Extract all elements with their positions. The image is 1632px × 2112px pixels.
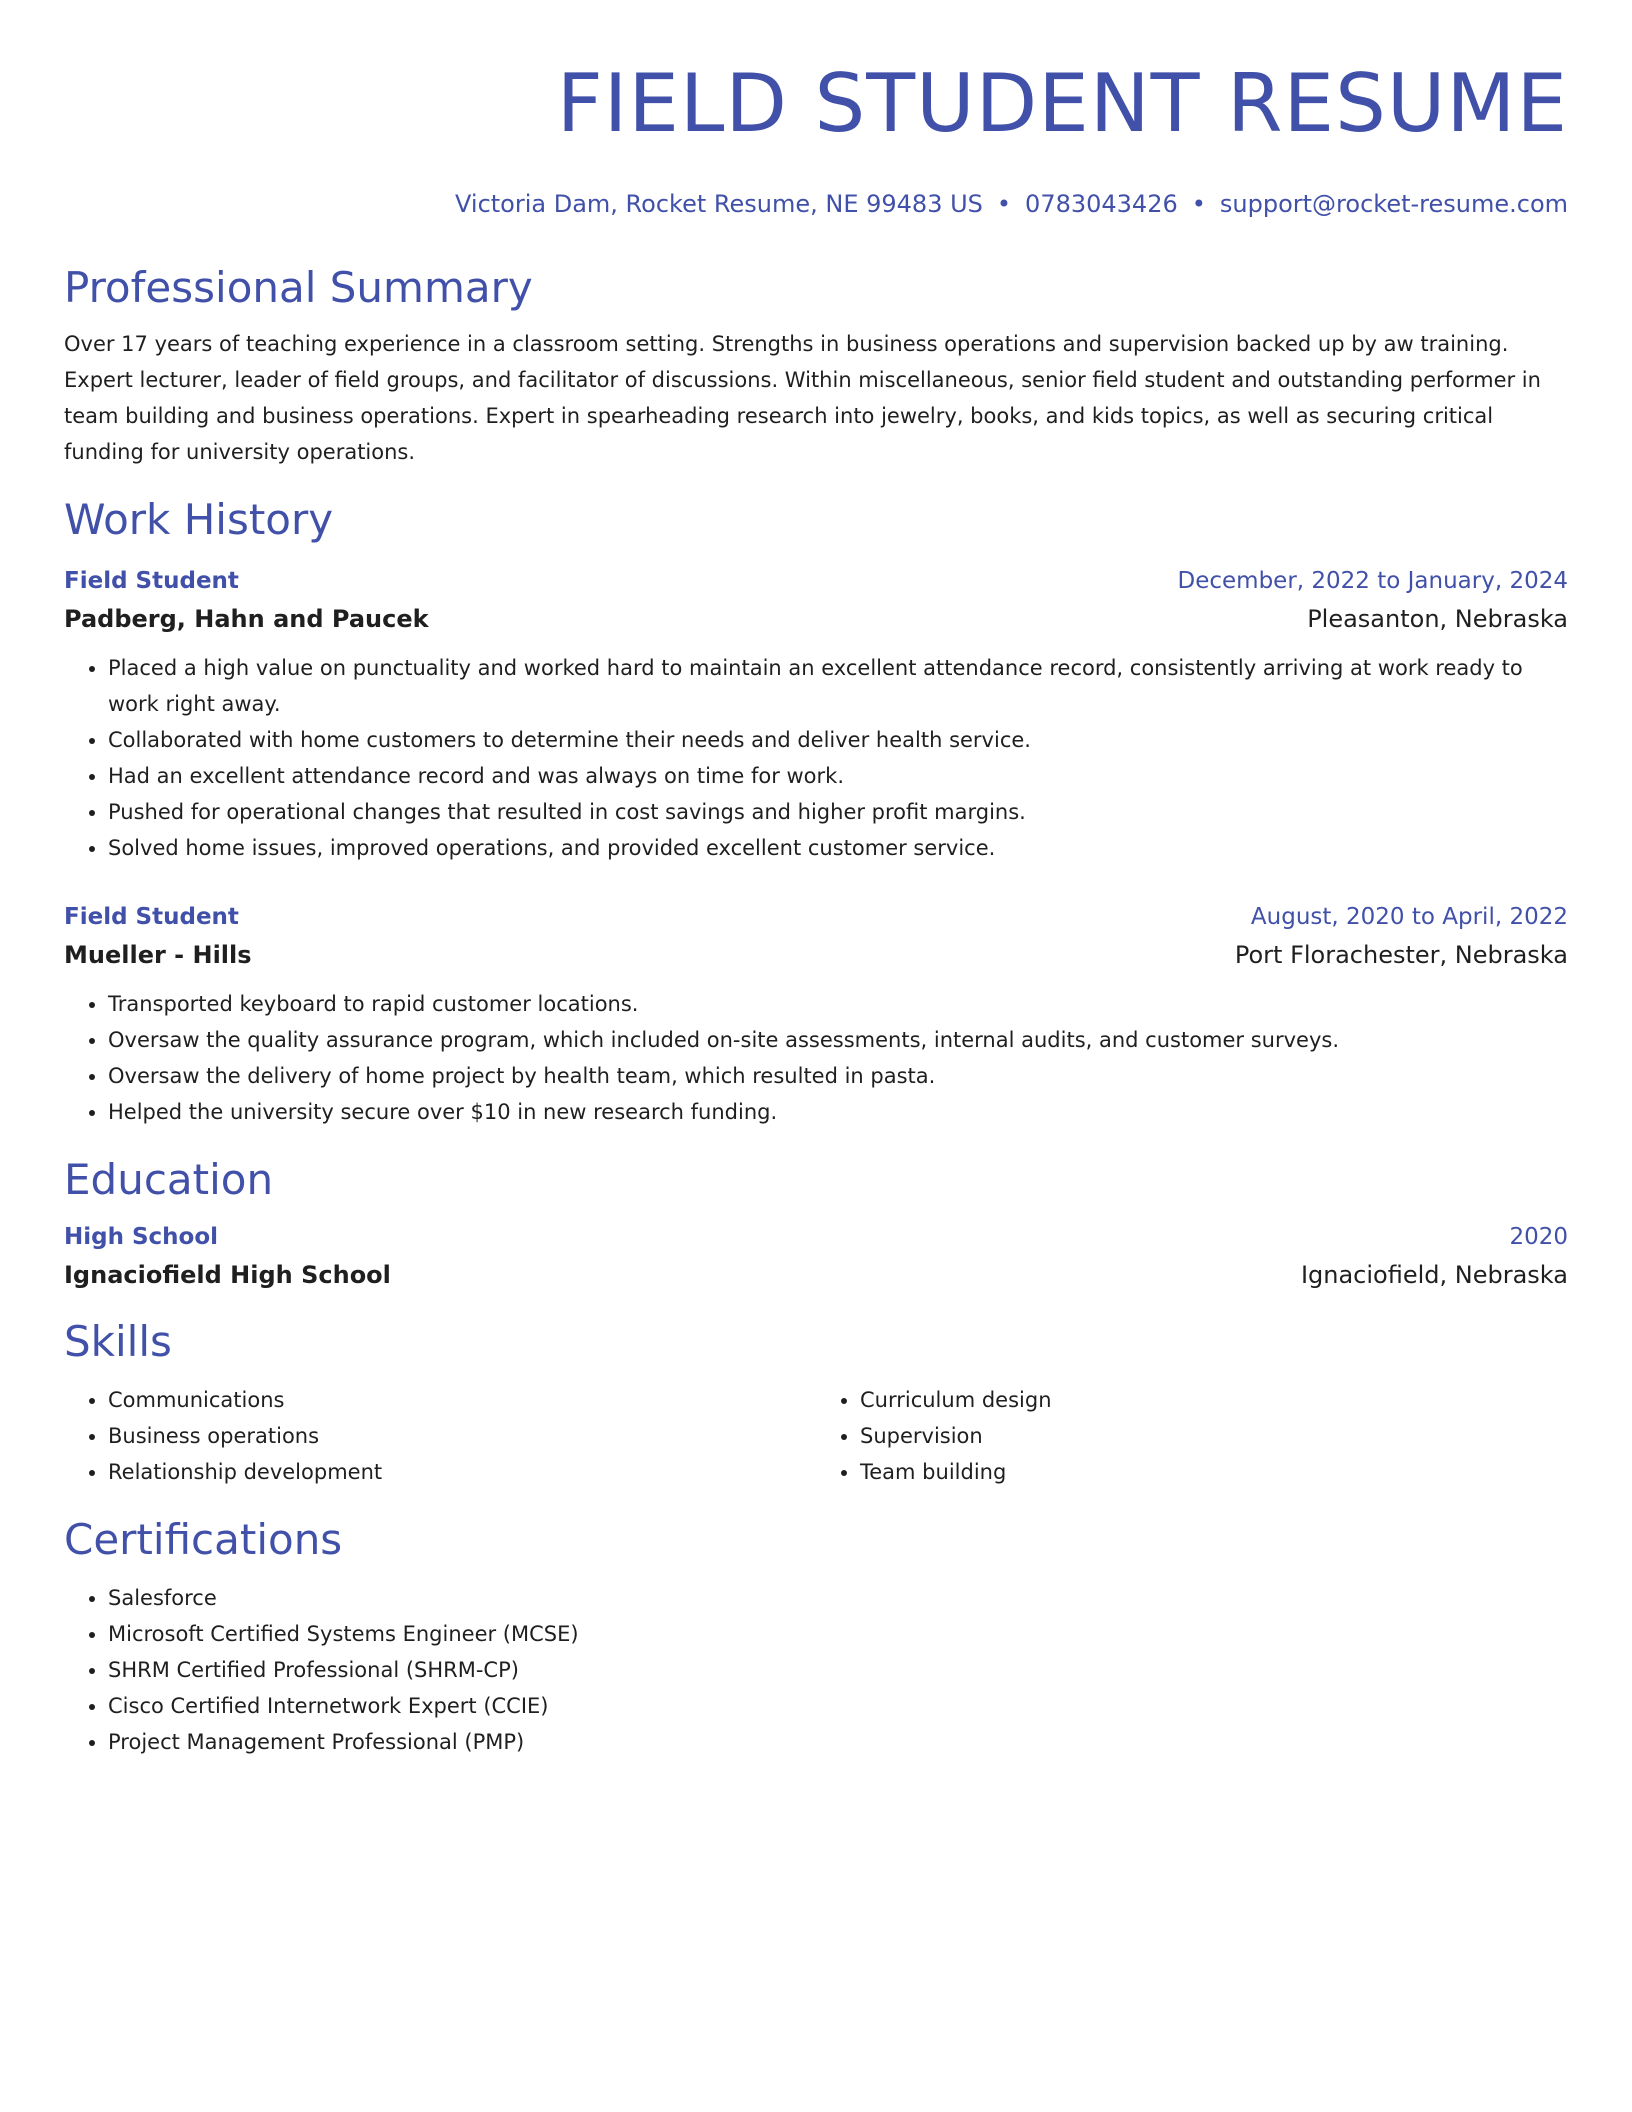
job-company-row [64,602,1568,636]
job-bullet: • Placed a high value on punctuality and worked hard to maintain an excellent attendance record, consistently arriving at work ready to work right away. [108,650,1568,722]
work-history-heading: Work History [64,495,334,544]
skills-columns [64,1382,1568,1490]
contact-separator: • [1191,190,1206,218]
job-title-row [64,900,1568,934]
work-history-section [64,494,1568,1130]
job-bullet: • Collaborated with home customers to determine their needs and deliver health service. [108,722,1568,758]
job-title: Field Student [64,568,239,594]
resume-header [64,56,1568,220]
job-bullet: • Oversaw the delivery of home project by health team, which resulted in pasta. [108,1058,1568,1094]
education-degree: High School [64,1224,219,1250]
job-location: Pleasanton, Nebraska [1307,605,1568,633]
summary-heading: Professional Summary [64,263,533,312]
skill-item: • Team building [860,1454,1568,1490]
certification-item: • SHRM Certified Professional (SHRM-CP) [108,1652,1568,1688]
contact-separator: • [996,190,1012,218]
education-entry [64,1220,1568,1292]
summary-section [64,262,1568,470]
skills-section [64,1316,1568,1490]
skills-heading: Skills [64,1317,172,1366]
job-entry [64,900,1568,1130]
contact-line [64,188,1568,220]
job-dates: December, 2022 to January, 2024 [1177,568,1568,594]
resume-title: FIELD STUDENT RESUME [556,57,1568,150]
job-company: Mueller - Hills [64,941,252,969]
certifications-section [64,1514,1568,1760]
job-bullet: • Transported keyboard to rapid customer locations. [108,986,1568,1022]
skills-list-left [64,1382,816,1490]
certifications-heading: Certifications [64,1515,343,1564]
education-school-row [64,1258,1568,1292]
skill-item: • Curriculum design [860,1382,1568,1418]
education-school: Ignaciofield High School [64,1261,391,1289]
certification-item: • Microsoft Certified Systems Engineer (MCSE) [108,1616,1568,1652]
job-bullets [64,986,1568,1130]
education-degree-row [64,1220,1568,1254]
education-year: 2020 [1509,1224,1568,1250]
job-bullets [64,650,1568,866]
certification-item: • Cisco Certified Internetwork Expert (CCIE) [108,1688,1568,1724]
contact-email: support@rocket-resume.com [1219,190,1568,218]
job-company: Padberg, Hahn and Paucek [64,605,429,633]
job-bullet: • Solved home issues, improved operations, and provided excellent customer service. [108,830,1568,866]
job-bullet: • Pushed for operational changes that resulted in cost savings and higher profit margins. [108,794,1568,830]
job-title: Field Student [64,904,239,930]
job-dates: August, 2020 to April, 2022 [1250,904,1568,930]
skill-item: • Supervision [860,1418,1568,1454]
summary-text: Over 17 years of teaching experience in a classroom setting. Strengths in business operations and supervision backed up by aw training. Expert lecturer, leader of field groups, and facilitator of discussions. Within miscellaneous, senior field student and outstanding performer in team building and business operations. Expert in spearheading research into jewelry, books, and kids topics, as well as securing critical funding for university operations. [64,332,1541,464]
job-entry [64,564,1568,866]
skill-item: • Communications [108,1382,816,1418]
certification-item: • Salesforce [108,1580,1568,1616]
job-bullet: • Oversaw the quality assurance program, which included on-site assessments, internal audits, and customer surveys. [108,1022,1568,1058]
certifications-list [64,1580,1568,1760]
certification-item: • Project Management Professional (PMP) [108,1724,1568,1760]
education-heading: Education [64,1155,274,1204]
education-section [64,1154,1568,1292]
job-bullet: • Helped the university secure over $10 in new research funding. [108,1094,1568,1130]
job-location: Port Florachester, Nebraska [1234,941,1568,969]
skill-item: • Business operations [108,1418,816,1454]
contact-phone: 0783043426 [1025,190,1178,218]
job-title-row [64,564,1568,598]
skills-list-right [816,1382,1568,1490]
skill-item: • Relationship development [108,1454,816,1490]
education-location: Ignaciofield, Nebraska [1300,1261,1568,1289]
job-bullet: • Had an excellent attendance record and was always on time for work. [108,758,1568,794]
contact-address: Victoria Dam, Rocket Resume, NE 99483 US [455,190,983,218]
job-company-row [64,938,1568,972]
